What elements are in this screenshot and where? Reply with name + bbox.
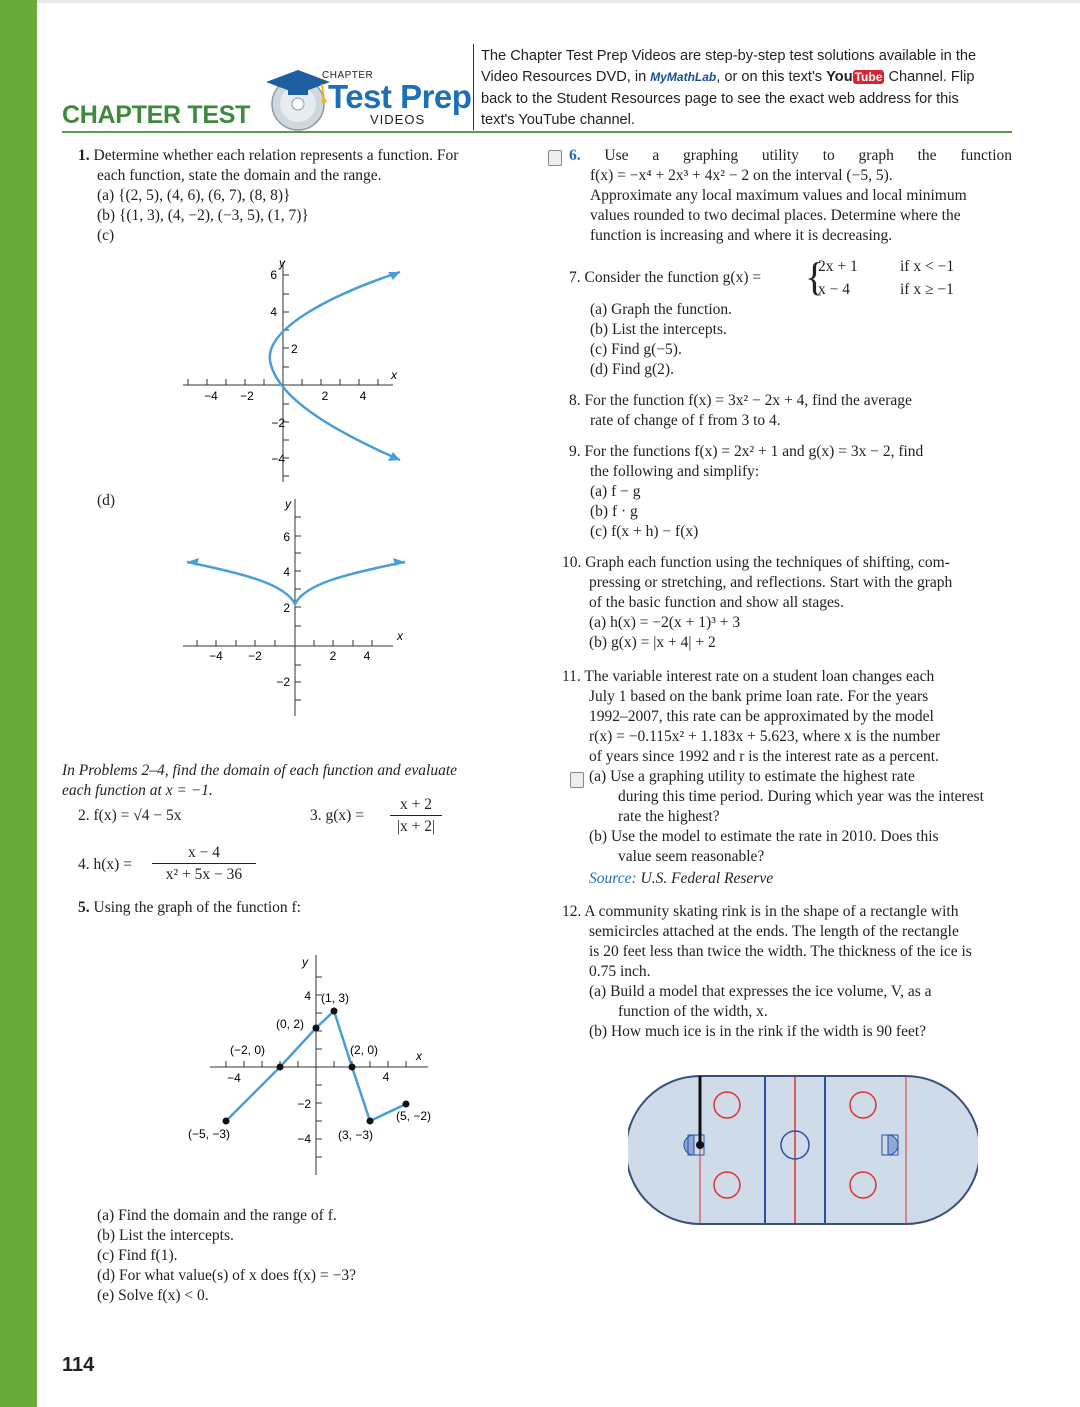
problem-7-cases: 2x + 1 if x < −1 x − 4 if x ≥ −1 (818, 258, 955, 298)
promo-text: The Chapter Test Prep Videos are step-by-step test solutions available in the Video Resources DVD, in MyMathLab, or on this text's You Tube Channel. Flip back to the Student Resources page to see the exact web address for this text's YouTube channel. (481, 48, 977, 128)
skating-rink-illustration (628, 1072, 978, 1232)
problem-1d-label: (d) (97, 492, 116, 509)
svg-text:4: 4 (382, 1070, 390, 1084)
problem-10: 10. Graph each function using the techniques of shifting, com- pressing or stretching, and reflections. Start with the graph of the basic function and show all stages. (a) h(x) = −2(x + 1)³ + 3 (b) g(x) = |x + 4| + 2 (562, 554, 953, 651)
svg-text:(0, 2): (0, 2) (276, 1017, 305, 1031)
svg-text:4: 4 (304, 989, 311, 1003)
svg-text:(1, 3): (1, 3) (321, 991, 350, 1005)
axis-x-label: x (391, 368, 397, 382)
problem-12: 12. A community skating rink is in the shape of a rectangle with semicircles attached at the ends. The length of the rectangle is 20 feet less than twice the width. The thickness of the ice is 0.75 inch. (a) Build a model that expresses the ice volume, V, as a function of the width, x. (b) How much ice is in the rink if the width is 90 feet? (562, 903, 972, 1040)
graph-5 (180, 950, 460, 1180)
axis-y-label: y (279, 256, 285, 270)
problem-5-parts: (a) Find the domain and the range of f. (b) List the intercepts. (c) Find f(1). (d) For what value(s) of x does f(x) = −3? (e) Solve f(x) < 0. (97, 1207, 356, 1304)
green-margin-bar (0, 0, 37, 1407)
top-border (37, 0, 1080, 3)
svg-text:−2: −2 (240, 389, 254, 403)
problem-8: 8. For the function f(x) = 3x² − 2x + 4, find the average rate of change of f from 3 to 4. (569, 392, 912, 429)
graph-1c (175, 252, 415, 484)
svg-text:−2: −2 (271, 416, 285, 430)
svg-text:(−2, 0): (−2, 0) (230, 1043, 266, 1057)
svg-text:−4: −4 (271, 452, 285, 466)
problem-1: 1. Determine whether each relation represents a function. For each function, state the domain and the range. (a) {(2, 5), (4, 6), (6, 7), (8, 8)} (b) {(1, 3), (4, −2), (−3, 5), (1, 7)} (c) (78, 147, 459, 244)
test-prep-chapter-label: CHAPTER (322, 70, 374, 81)
svg-text:2: 2 (283, 601, 290, 615)
page-number: 114 (62, 1354, 95, 1376)
svg-text:x: x (397, 629, 403, 643)
svg-text:x: x (416, 1049, 422, 1063)
problem-9: 9. For the functions f(x) = 2x² + 1 and g(x) = 3x − 2, find the following and simplify: (a) f − g (b) f · g (c) f(x + h) − f(x) (569, 443, 924, 540)
svg-text:6: 6 (270, 268, 277, 282)
svg-text:4: 4 (270, 305, 277, 319)
problem-4: 4. h(x) = (78, 856, 132, 873)
svg-text:y: y (302, 955, 308, 969)
problem-5: 5. Using the graph of the function f: (78, 899, 301, 916)
svg-text:4: 4 (359, 389, 367, 403)
svg-text:y: y (285, 497, 291, 511)
calculator-icon (570, 772, 584, 788)
instructions-2-4: In Problems 2–4, find the domain of each function and evaluate each function at x = −1. (62, 762, 458, 799)
problem-11: 11. The variable interest rate on a student loan changes each July 1 based on the bank prime loan rate. For the years 1992–2007, this rate can be approximated by the model r(x) = −0.115x² + 1.183x + 5.623, where x is the number of years since 1992 and r is the interest rate as a percent. (a) Use a graphing utility to estimate the highest rate during this time period. During which year was the interest rate the highest? (b) Use the model to estimate the rate in 2010. Does this value seem reasonable? Source: U.S. Federal Reserve (562, 668, 984, 887)
problem-3: 3. g(x) = (310, 807, 364, 824)
mymathlab-logo: MyMathLab (650, 70, 717, 85)
svg-text:4: 4 (283, 565, 290, 579)
problem-7-lead: 7. Consider the function g(x) = (569, 269, 762, 286)
calculator-icon (548, 150, 562, 166)
source-label: Source: (589, 870, 637, 887)
problem-3-fraction: x + 2 |x + 2| (390, 795, 442, 838)
problem-4-fraction: x − 4 x² + 5x − 36 (152, 843, 256, 886)
header-rule (62, 131, 1012, 133)
test-prep-videos-label: VIDEOS (370, 112, 426, 127)
graph-1d (175, 494, 415, 719)
svg-text:(2, 0): (2, 0) (350, 1043, 379, 1057)
test-prep-logo-text: Test Prep (328, 78, 472, 115)
svg-text:(−5, −3): (−5, −3) (188, 1127, 231, 1141)
svg-text:(3, −3): (3, −3) (338, 1128, 374, 1142)
youtube-logo-tube: Tube (854, 70, 883, 85)
svg-text:2: 2 (329, 649, 337, 663)
piecewise-brace: { (805, 254, 825, 299)
svg-text:2: 2 (321, 389, 329, 403)
svg-text:6: 6 (283, 530, 290, 544)
svg-text:−2: −2 (276, 675, 290, 689)
youtube-logo-you: You (826, 69, 853, 86)
svg-text:−2: −2 (248, 649, 262, 663)
svg-text:−4: −4 (209, 649, 223, 663)
svg-text:−2: −2 (297, 1097, 311, 1111)
svg-text:−4: −4 (297, 1132, 311, 1146)
header-divider (473, 44, 474, 130)
chapter-test-title: CHAPTER TEST (62, 101, 251, 129)
svg-text:(5, −2): (5, −2) (396, 1109, 432, 1123)
svg-text:−4: −4 (204, 389, 218, 403)
problem-6: 6. Use a graphing utility to graph the function f(x) = −x⁴ + 2x³ + 4x² − 2 on the interval (−5, 5). Approximate any local maximum values and local minimum values rounded to two decimal places. Determine where the function is increasing and where it is decreasing. (569, 147, 1012, 244)
svg-text:4: 4 (363, 649, 371, 663)
problem-7-parts: (a) Graph the function. (b) List the intercepts. (c) Find g(−5). (d) Find g(2). (590, 301, 733, 378)
svg-text:−4: −4 (227, 1071, 241, 1085)
svg-text:2: 2 (291, 342, 298, 356)
problem-2: 2. f(x) = √4 − 5x (78, 807, 182, 824)
